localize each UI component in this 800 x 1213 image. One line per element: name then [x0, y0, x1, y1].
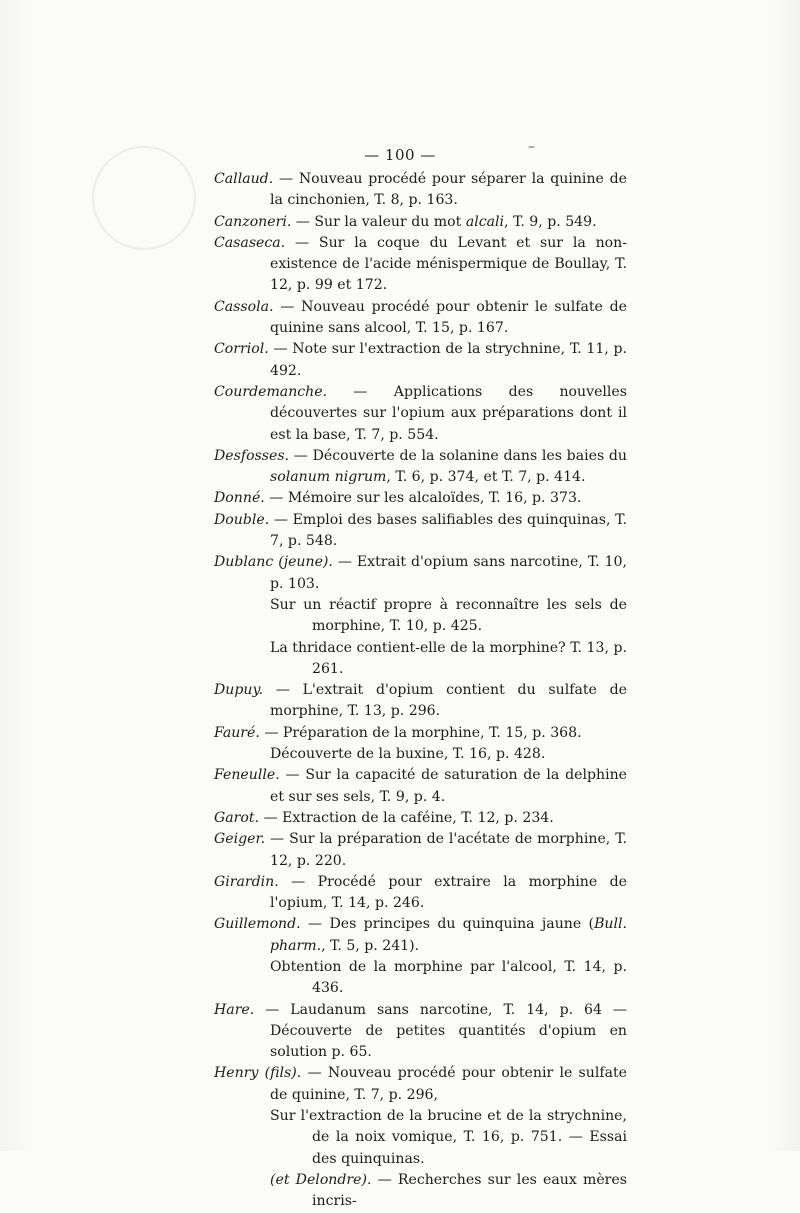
- author-name: Cassola.: [214, 298, 274, 315]
- author-name: Girardin.: [214, 873, 279, 890]
- entry-text: — Recherches sur les eaux mères incris-: [312, 1171, 627, 1210]
- author-name: Feneulle.: [214, 767, 280, 784]
- index-entry: [214, 829, 627, 872]
- entry-text: — Découverte de la solanine dans les baies du: [289, 447, 627, 464]
- page-number-header: — 100 —: [364, 146, 436, 164]
- author-name: Callaud.: [214, 171, 274, 187]
- index-subentry: Découverte de la buxine, T. 16, p. 428.: [270, 746, 546, 763]
- index-entry: [214, 488, 627, 509]
- index-entry: [214, 1063, 627, 1106]
- entry-text: — Sur la coque du Levant et sur la non-existence de l'acide ménispermique de Boullay, T. 12, p. 99 et 172.: [270, 234, 627, 294]
- index-subentry: Sur un réactif propre à reconnaître les sels de morphine, T. 10, p. 425.: [270, 596, 627, 635]
- entry-text: — Des principes du quinquina jaune (: [300, 916, 595, 933]
- entry-text: — Extraction de la caféine, T. 12, p. 234.: [259, 809, 554, 826]
- author-name: Fauré.: [214, 724, 260, 741]
- author-name: Dublanc (jeune).: [214, 554, 333, 571]
- author-name: Geiger.: [214, 831, 266, 848]
- author-name: Courdemanche.: [214, 383, 328, 400]
- index-entry: [214, 765, 627, 808]
- index-entry: [214, 297, 627, 340]
- author-name: Casaseca.: [214, 234, 286, 251]
- entry-text: — Nouveau procédé pour séparer la quinine de la cinchonien, T. 8, p. 163.: [270, 171, 627, 209]
- entry-text: — Applications des nouvelles découvertes sur l'opium aux préparations dont il est la base, T. 7, p. 554.: [270, 383, 627, 443]
- author-name: Henry (fils).: [214, 1065, 302, 1082]
- author-name: Guillemond.: [214, 916, 301, 933]
- author-name: Dupuy.: [214, 682, 264, 699]
- index-entries: [214, 169, 627, 1213]
- index-subentry: Sur l'extraction de la brucine et de la strychnine, de la noix vomique, T. 16, p. 751. — Essai des quinquinas.: [270, 1108, 627, 1167]
- entry-text: — Nouveau procédé pour obtenir le sulfate de quinine, T. 7, p. 296,: [270, 1065, 627, 1103]
- author-name: Desfosses.: [214, 447, 290, 464]
- entry-text: — Préparation de la morphine, T. 15, p. 368.: [259, 724, 582, 741]
- index-subentry: Obtention de la morphine par l'alcool, T. 14, p. 436.: [270, 958, 627, 997]
- entry-italic-term: alcali: [465, 213, 505, 230]
- entry-text: — L'extrait d'opium contient du sulfate de morphine, T. 13, p. 296.: [263, 682, 627, 720]
- entry-text: — Note sur l'extraction de la strychnine, T. 11, p. 492.: [268, 341, 627, 379]
- author-name: Hare.: [214, 1001, 255, 1018]
- index-entry: [214, 914, 627, 957]
- entry-text-cont: , T. 9, p. 549.: [504, 213, 597, 230]
- entry-text: — Sur la préparation de l'acétate de morphine, T. 12, p. 220.: [265, 831, 627, 869]
- index-entry: [214, 339, 627, 382]
- author-name: Corriol.: [214, 341, 269, 358]
- author-name: Donné.: [214, 490, 265, 507]
- entry-text: — Laudanum sans narcotine, T. 14, p. 64 — Découverte de petites quantités d'opium en solution p. 65.: [254, 1001, 627, 1061]
- author-name: Canzoneri.: [214, 213, 292, 230]
- index-entry: [214, 723, 627, 744]
- index-entry: [214, 169, 627, 212]
- entry-text: — Procédé pour extraire la morphine de l'opium, T. 14, p. 246.: [270, 873, 627, 912]
- corner-mark: –: [528, 139, 535, 155]
- index-entry: [214, 446, 627, 489]
- entry-italic-term: solanum nigrum: [270, 469, 387, 486]
- index-entry: [214, 212, 627, 233]
- index-entry: [214, 382, 627, 446]
- entry-text-cont: , T. 6, p. 374, et T. 7, p. 414.: [386, 469, 586, 486]
- entry-text-cont: , T. 5, p. 241).: [321, 937, 420, 954]
- index-entry: [214, 680, 627, 723]
- author-name: (et Delondre).: [270, 1171, 372, 1188]
- entry-text: — Nouveau procédé pour obtenir le sulfate de quinine sans alcool, T. 15, p. 167.: [270, 298, 627, 337]
- index-entry: [214, 552, 627, 595]
- author-name: Garot.: [214, 809, 260, 826]
- entry-text: — Sur la valeur du mot: [291, 213, 466, 230]
- index-entry: [214, 808, 627, 829]
- index-subentry: [214, 1170, 627, 1213]
- entry-text: — Sur la capacité de saturation de la delphine et sur ses sels, T. 9, p. 4.: [270, 767, 627, 805]
- entry-italic-term: Bull. pharm.: [270, 916, 627, 954]
- entry-text: — Emploi des bases salifiables des quinquinas, T. 7, p. 548.: [269, 511, 627, 550]
- entry-text: — Mémoire sur les alcaloïdes, T. 16, p. 373.: [264, 490, 582, 507]
- index-subentry: La thridace contient-elle de la morphine? T. 13, p. 261.: [270, 639, 627, 677]
- index-entry: [214, 872, 627, 915]
- entry-text: — Extrait d'opium sans narcotine, T. 10, p. 103.: [270, 554, 627, 592]
- index-entry: [214, 233, 627, 297]
- index-entry: [214, 510, 627, 553]
- index-entry: [214, 1000, 627, 1064]
- author-name: Double.: [214, 511, 270, 528]
